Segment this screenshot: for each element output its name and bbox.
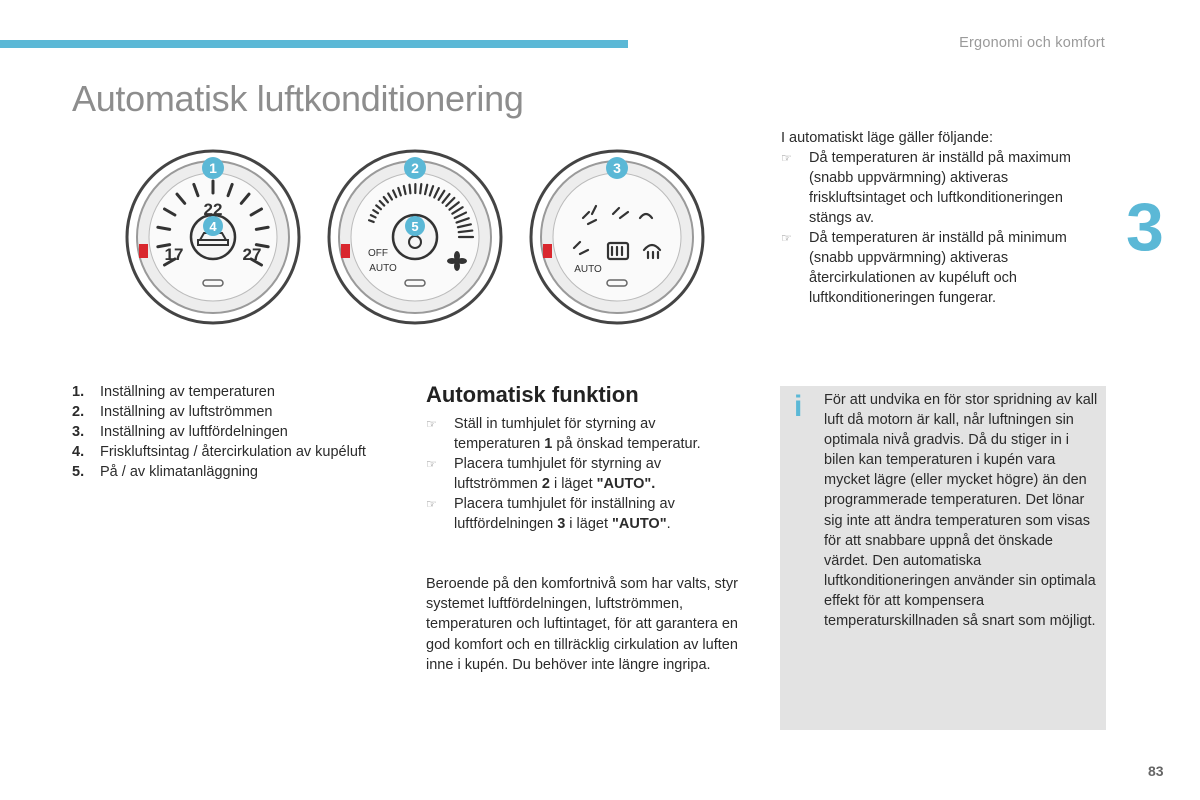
legend-item: [72, 422, 366, 442]
step-number: 3: [557, 516, 566, 532]
step-text: på önskad temperatur.: [552, 436, 701, 452]
list-item: [426, 414, 736, 454]
step-number: 1: [544, 436, 553, 452]
step-text: i läget: [549, 476, 597, 492]
list-item-text: Då temperaturen är inställd på minimum (snabb uppvärmning) aktiveras återcirkulationen av kupéluft och luftkonditioneringen fungerar.: [809, 230, 1067, 306]
temp-label-22: 22: [203, 200, 223, 219]
legend-item: [72, 442, 366, 462]
list-item: [426, 454, 736, 494]
control-panel-illustration: [124, 148, 714, 348]
step-text: i läget: [565, 516, 613, 532]
pointing-hand-icon: ☞: [781, 151, 792, 165]
auto-function-paragraph: Beroende på den komfortnivå som har valts, styr systemet luftfördelningen, luftströmmen, temperaturen och luftintaget, för att garantera en god komfort och en tillräcklig cirkulation av luften inne i kupén. Du behöver inte längre ingripa.: [426, 576, 738, 673]
legend-item: [72, 382, 366, 402]
pointing-hand-icon: ☞: [426, 417, 437, 431]
scale-tick: [459, 231, 473, 233]
auto-label: AUTO: [369, 263, 397, 274]
temp-label-27: 27: [242, 245, 262, 264]
off-label: OFF: [368, 248, 388, 259]
list-item: [781, 228, 1101, 308]
info-icon: i: [794, 390, 803, 423]
legend-text: Friskluftsintag / återcirkulation av kupéluft: [100, 444, 366, 460]
scale-tick: [420, 184, 421, 193]
legend-text: Inställning av luftströmmen: [100, 404, 273, 420]
air-flow-dial: [326, 148, 504, 326]
air-distribution-dial: [528, 148, 706, 326]
list-item-text: Då temperaturen är inställd på maximum (snabb uppvärmning) aktiveras friskluftsintaget och luftkonditioneringen stängs av.: [809, 150, 1071, 226]
step-text: Placera tumhjulet för inställning av luftfördelningen: [454, 496, 675, 532]
chapter-number: 3: [1126, 189, 1164, 265]
pointing-hand-icon: ☞: [781, 231, 792, 245]
component-legend: [72, 382, 366, 482]
auto-mode-intro: I automatiskt läge gäller följande:: [781, 130, 993, 146]
legend-item: [72, 462, 366, 482]
callout-1-number: 1: [209, 160, 217, 176]
red-marker: [139, 244, 148, 258]
legend-number: 4.: [72, 444, 85, 460]
step-text: Placera tumhjulet för styrning av luftströmmen: [454, 456, 662, 492]
auto-function-steps: [426, 414, 736, 534]
step-text: .: [666, 516, 671, 532]
scale-tick: [158, 227, 170, 229]
callout-2-number: 2: [411, 160, 419, 176]
list-item: [781, 148, 1101, 228]
legend-text: Inställning av luftfördelningen: [100, 424, 288, 440]
callout-4-number: 4: [209, 219, 217, 234]
temp-label-17: 17: [164, 245, 184, 264]
legend-text: På / av klimatanläggning: [100, 464, 258, 480]
list-item: [426, 494, 736, 534]
callout-3-number: 3: [613, 160, 621, 176]
scale-tick: [256, 227, 268, 229]
header-accent-bar: [0, 40, 628, 48]
red-marker: [543, 244, 552, 258]
auto-function-heading: Automatisk funktion: [426, 382, 639, 407]
auto-label: AUTO: [574, 264, 602, 275]
auto-mode-list: [781, 148, 1101, 308]
pointing-hand-icon: ☞: [426, 457, 437, 471]
legend-number: 3.: [72, 424, 85, 440]
red-marker: [341, 244, 350, 258]
page-number: 83: [1148, 763, 1164, 779]
step-mode: "AUTO".: [596, 476, 656, 492]
info-box: [780, 386, 1106, 730]
legend-number: 1.: [72, 384, 85, 400]
legend-item: [72, 402, 366, 422]
legend-number: 5.: [72, 464, 85, 480]
callout-5-number: 5: [411, 219, 419, 234]
info-text: För att undvika en för stor spridning av kall luft då motorn är kall, når luftningen sin optimala nivå gradvis. Då du stiger in i bilen kan temperaturen i kupén vara mycket lägre (eller mycket högre) än den programmerade temperaturen. Det lönar sig inte att ändra temperaturen som visas för att snabbare uppnå det önskade värdet. Den automatiska luftkonditioneringen använder sin optimala effekt för att kompensera temperaturskillnaden så snart som möjligt.: [824, 392, 1098, 630]
scale-tick: [410, 185, 411, 193]
pointing-hand-icon: ☞: [426, 497, 437, 511]
step-text: Ställ in tumhjulet för styrning av temperaturen: [454, 416, 656, 452]
legend-number: 2.: [72, 404, 85, 420]
legend-text: Inställning av temperaturen: [100, 384, 275, 400]
section-title: Ergonomi och komfort: [959, 35, 1105, 51]
page-title: Automatisk luftkonditionering: [72, 78, 524, 119]
step-mode: "AUTO": [612, 516, 667, 532]
step-number: 2: [541, 476, 550, 492]
temperature-dial: [124, 148, 302, 326]
